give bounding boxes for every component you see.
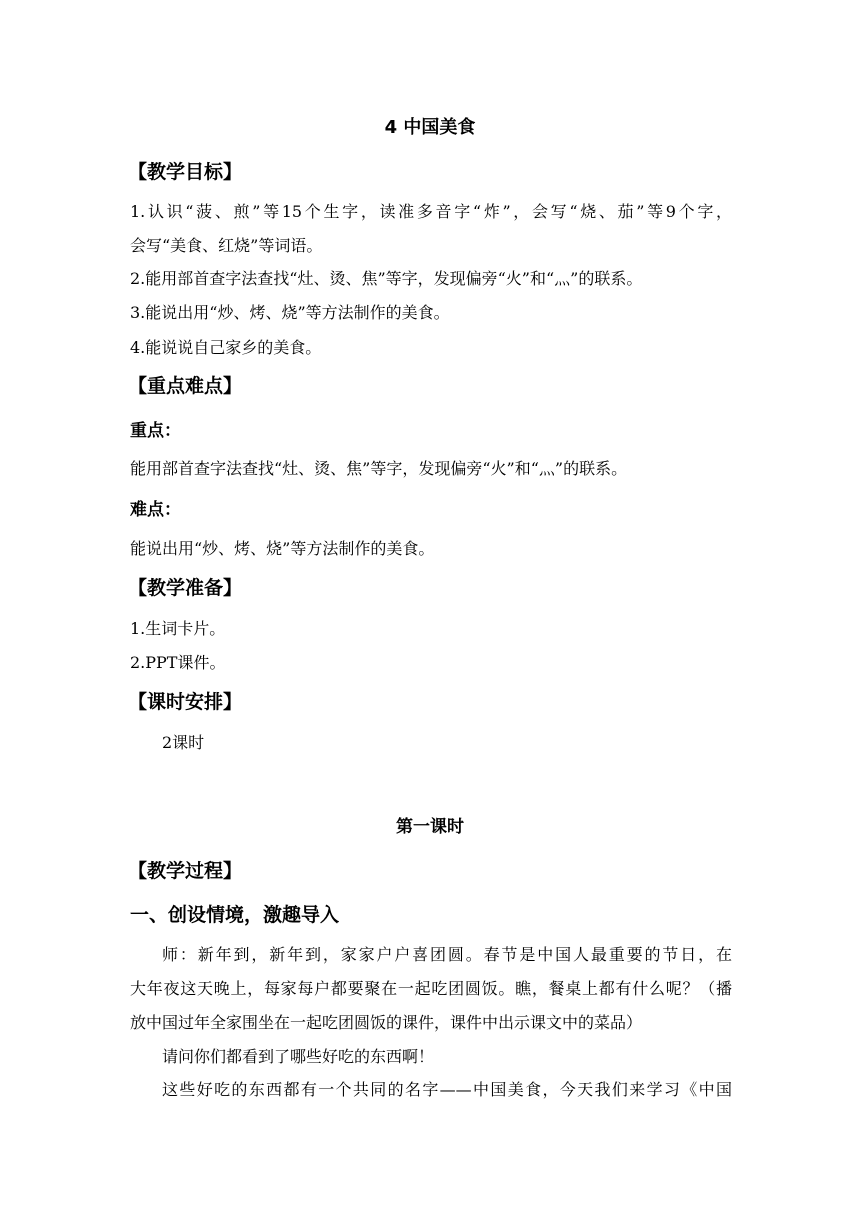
difficulty-label: 难点： — [130, 500, 181, 520]
paragraph-2: 请问你们都看到了哪些好吃的东西啊！ — [162, 1047, 435, 1066]
key-point-text: 能用部首查字法查找“灶、烫、焦”等字，发现偏旁“火”和“灬”的联系。 — [130, 459, 628, 478]
schedule-heading: 【课时安排】 — [128, 691, 243, 713]
difficulty-text: 能说出用“炒、烤、烧”等方法制作的美食。 — [130, 539, 435, 558]
section-1-heading: 一、创设情境，激趣导入 — [130, 904, 340, 926]
schedule-text: 2课时 — [162, 733, 205, 752]
objectives-heading: 【教学目标】 — [128, 161, 243, 183]
paragraph-1-line-2: 大年夜这天晚上，每家每户都要聚在一起吃团圆饭。瞧，餐桌上都有什么呢？（播 — [130, 979, 732, 998]
lesson-1-title: 第一课时 — [396, 817, 464, 837]
objective-item-4: 4.能说说自己家乡的美食。 — [130, 338, 322, 357]
objective-item-1-line-1: 1.认识“菠、煎”等15个生字，读准多音字“炸”，会写“烧、茄”等9个字， — [130, 202, 732, 221]
objective-item-2: 2.能用部首查字法查找“灶、烫、焦”等字，发现偏旁“火”和“灬”的联系。 — [130, 269, 643, 288]
objective-item-3: 3.能说出用“炒、烤、烧”等方法制作的美食。 — [130, 303, 450, 322]
preparation-item-1: 1.生词卡片。 — [130, 619, 226, 638]
objective-item-1-line-2: 会写“美食、红烧”等词语。 — [130, 236, 323, 255]
key-point-label: 重点： — [130, 421, 181, 441]
paragraph-1-line-1: 师：新年到，新年到，家家户户喜团圆。春节是中国人最重要的节日，在 — [162, 945, 732, 964]
key-points-heading: 【重点难点】 — [128, 375, 243, 397]
document-title: 4 中国美食 — [384, 117, 476, 138]
paragraph-1-line-3: 放中国过年全家围坐在一起吃团圆饭的课件，课件中出示课文中的菜品） — [130, 1013, 643, 1032]
paragraph-3-line-1: 这些好吃的东西都有一个共同的名字——中国美食，今天我们来学习《中国 — [162, 1080, 732, 1099]
preparation-heading: 【教学准备】 — [128, 577, 243, 599]
teaching-process-heading: 【教学过程】 — [128, 860, 243, 882]
preparation-item-2: 2.PPT课件。 — [130, 653, 226, 672]
